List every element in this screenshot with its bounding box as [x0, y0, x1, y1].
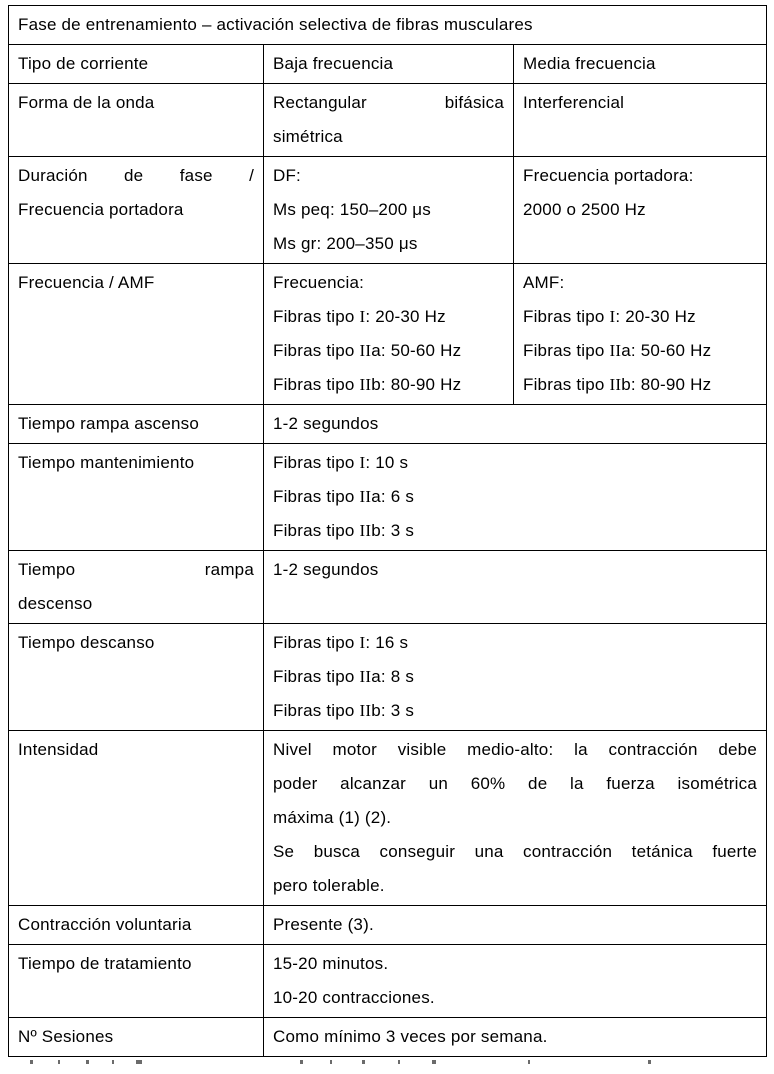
cell-line: Interferencial: [523, 93, 625, 112]
cell-line: Fibras tipo IIb: 80-90 Hz: [523, 375, 712, 394]
row-label: [9, 551, 264, 624]
table-row: [9, 945, 767, 1018]
table-row: [9, 551, 767, 624]
cell-line: Ms gr: 200–350 μs: [273, 234, 418, 253]
cell-line: Fibras tipo IIa: 6 s: [273, 487, 415, 506]
cell-line: poder alcanzar un 60% de la fuerza isométrica: [273, 774, 757, 793]
row-label: [9, 624, 264, 731]
cell-line: AMF:: [523, 273, 565, 292]
document-page: [8, 5, 766, 1065]
column-header-tipo-de-corriente: Tipo de corriente: [9, 45, 264, 84]
table-title: Fase de entrenamiento – activación selectiva de fibras musculares: [9, 6, 767, 45]
row-label: [9, 1018, 264, 1057]
cell-line: Se busca conseguir una contracción tetánica fuerte: [273, 842, 757, 861]
cell-line: Fibras tipo IIb: 80-90 Hz: [273, 375, 462, 394]
row-value-cell: [264, 84, 514, 157]
cell-line: Ms peq: 150–200 μs: [273, 200, 431, 219]
table-row: [9, 731, 767, 906]
cell-line: descenso: [18, 594, 93, 613]
row-label: [9, 157, 264, 264]
row-label: [9, 906, 264, 945]
cell-line: Frecuencia portadora:: [523, 166, 694, 185]
cell-line: Frecuencia portadora: [18, 200, 184, 219]
roman-numeral: I: [359, 307, 366, 326]
roman-numeral: I: [359, 633, 366, 652]
cell-line: Intensidad: [18, 740, 99, 759]
roman-numeral: II: [359, 341, 372, 360]
row-value-cell: [264, 945, 767, 1018]
cell-line: Tiempo mantenimiento: [18, 453, 195, 472]
row-value-cell: [264, 405, 767, 444]
roman-numeral: II: [359, 375, 372, 394]
roman-numeral: I: [609, 307, 616, 326]
cell-line: Tiempo de tratamiento: [18, 954, 192, 973]
cell-line: 1-2 segundos: [273, 414, 379, 433]
table-row: [9, 157, 767, 264]
row-label: [9, 731, 264, 906]
roman-numeral: II: [359, 701, 372, 720]
row-label: [9, 405, 264, 444]
cell-line: Tiempo rampa: [18, 560, 254, 579]
training-phase-table: [8, 5, 767, 1057]
cell-line: Fibras tipo I: 10 s: [273, 453, 409, 472]
cell-line: Fibras tipo I: 20-30 Hz: [523, 307, 696, 326]
cell-line: pero tolerable.: [273, 876, 385, 895]
column-header-baja-frecuencia: Baja frecuencia: [264, 45, 514, 84]
row-value-cell: [264, 264, 514, 405]
table-row: [9, 84, 767, 157]
cell-line: 2000 o 2500 Hz: [523, 200, 646, 219]
table-row: [9, 444, 767, 551]
cut-off-caption: [8, 1059, 766, 1065]
cell-line: 10-20 contracciones.: [273, 988, 435, 1007]
roman-numeral: I: [359, 453, 366, 472]
row-value-cell: [514, 264, 767, 405]
column-header-media-frecuencia: Media frecuencia: [514, 45, 767, 84]
cell-line: Fibras tipo I: 20-30 Hz: [273, 307, 446, 326]
cell-line: Frecuencia:: [273, 273, 365, 292]
cell-line: Fibras tipo IIb: 3 s: [273, 521, 415, 540]
row-value-cell: [264, 906, 767, 945]
cell-line: Fibras tipo IIb: 3 s: [273, 701, 415, 720]
table-row: [9, 264, 767, 405]
row-label: [9, 264, 264, 405]
roman-numeral: II: [359, 667, 372, 686]
cell-line: DF:: [273, 166, 301, 185]
table-row: [9, 1018, 767, 1057]
cell-line: Contracción voluntaria: [18, 915, 192, 934]
cell-line: Presente (3).: [273, 915, 374, 934]
cell-line: 1-2 segundos: [273, 560, 379, 579]
roman-numeral: II: [609, 341, 622, 360]
row-value-cell: [264, 624, 767, 731]
cell-line: máxima (1) (2).: [273, 808, 392, 827]
cell-line: Rectangular bifásica: [273, 93, 504, 112]
cell-line: Fibras tipo I: 16 s: [273, 633, 409, 652]
roman-numeral: II: [609, 375, 622, 394]
row-value-cell: [514, 84, 767, 157]
cell-line: Fibras tipo IIa: 50-60 Hz: [523, 341, 712, 360]
row-value-cell: [264, 1018, 767, 1057]
cell-line: simétrica: [273, 127, 343, 146]
table-row: [9, 906, 767, 945]
row-value-cell: [264, 444, 767, 551]
cell-line: Nivel motor visible medio-alto: la contracción debe: [273, 740, 757, 759]
cell-line: Forma de la onda: [18, 93, 155, 112]
row-value-cell: [514, 157, 767, 264]
roman-numeral: II: [359, 487, 372, 506]
table-header-row: [9, 45, 767, 84]
cell-line: 15-20 minutos.: [273, 954, 389, 973]
cell-line: Frecuencia / AMF: [18, 273, 155, 292]
cell-line: Fibras tipo IIa: 8 s: [273, 667, 415, 686]
row-label: [9, 444, 264, 551]
cell-line: Tiempo descanso: [18, 633, 155, 652]
row-label: [9, 84, 264, 157]
cell-line: Duración de fase /: [18, 166, 254, 185]
table-body: [9, 84, 767, 1057]
row-value-cell: [264, 551, 767, 624]
row-value-cell: [264, 731, 767, 906]
roman-numeral: II: [359, 521, 372, 540]
cell-line: Como mínimo 3 veces por semana.: [273, 1027, 548, 1046]
table-row: [9, 624, 767, 731]
row-label: [9, 945, 264, 1018]
cell-line: Fibras tipo IIa: 50-60 Hz: [273, 341, 462, 360]
table-title-row: [9, 6, 767, 45]
table-row: [9, 405, 767, 444]
cell-line: Nº Sesiones: [18, 1027, 114, 1046]
cell-line: Tiempo rampa ascenso: [18, 414, 200, 433]
row-value-cell: [264, 157, 514, 264]
